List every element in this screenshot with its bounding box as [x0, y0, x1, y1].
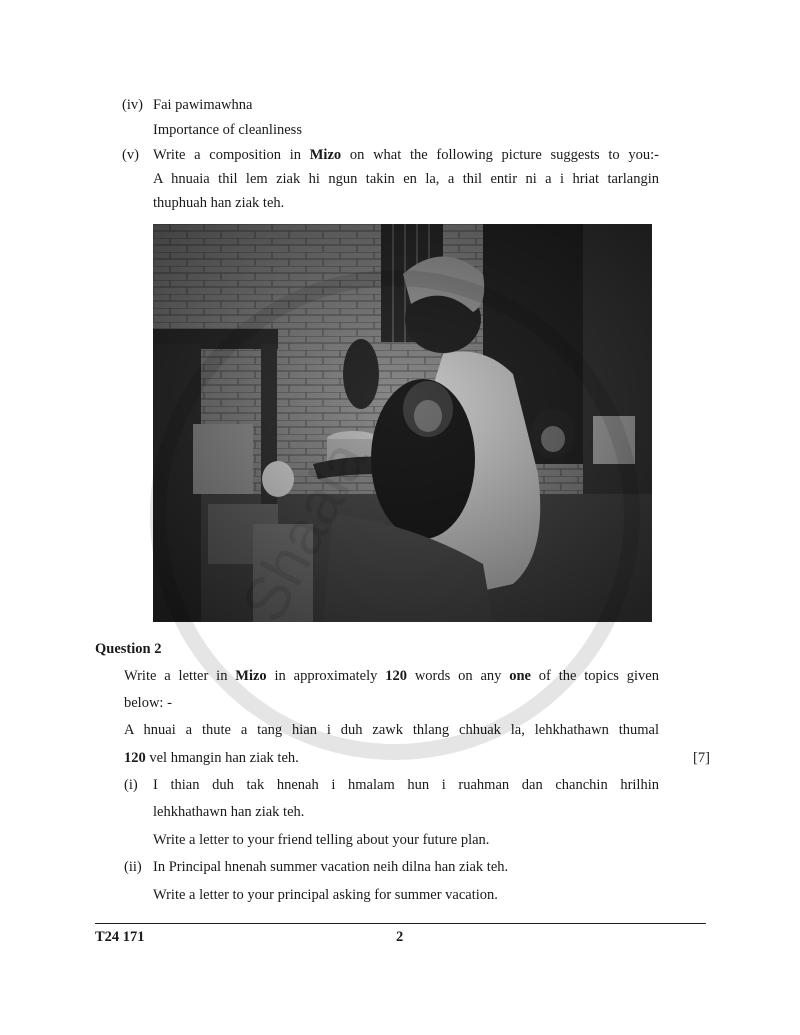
q2-mizo-line2-post: vel hmangin han ziak teh. — [145, 750, 299, 766]
q2-prompt-pre: Write a letter in — [124, 668, 236, 684]
item-v-prompt — [153, 146, 659, 165]
item-iv-number: (iv) — [122, 97, 143, 113]
item-v-prompt-post: on what the following picture suggests to you:- — [341, 147, 659, 163]
option-i-mizo-line2: lehkhathawn han ziak teh. — [153, 804, 305, 820]
item-v-prompt-mizo: Mizo — [309, 147, 342, 163]
item-v-number: (v) — [122, 147, 139, 163]
question-2-marks: [7] — [693, 750, 710, 766]
composition-photograph — [153, 224, 652, 622]
item-v-mizo-line1: A hnuaia thil lem ziak hi ngun takin en la, a thil entir ni a i hriat tarlangin — [153, 171, 659, 187]
footer-page-number: 2 — [396, 929, 404, 945]
q2-prompt-one: one — [509, 668, 531, 684]
item-iv-english: Importance of cleanliness — [153, 122, 302, 138]
item-v-prompt-pre: Write a composition in — [153, 147, 310, 163]
option-i-number: (i) — [124, 777, 138, 793]
question-2-prompt-line1 — [124, 667, 659, 686]
question-2-mizo-line1: A hnuai a thute a tang hian i duh zawk thlang chhuak la, lehkhathawn thumal — [124, 722, 659, 738]
item-iv-title: Fai pawimawhna — [153, 97, 253, 113]
question-2-heading: Question 2 — [95, 641, 162, 657]
q2-prompt-mid: in approximately — [266, 668, 386, 684]
question-2-prompt-line2: below: - — [124, 695, 172, 711]
option-ii-mizo: In Principal hnenah summer vacation neih dilna han ziak teh. — [153, 859, 509, 875]
q2-prompt-post: of the topics given — [530, 668, 659, 684]
option-ii-english: Write a letter to your principal asking for summer vacation. — [153, 887, 498, 903]
q2-prompt-word-count: 120 — [385, 668, 407, 684]
q2-prompt-mizo: Mizo — [235, 668, 267, 684]
option-i-mizo-line1: I thian duh tak hnenah i hmalam hun i ruahman dan chanchin hrilhin — [153, 777, 659, 793]
footer-paper-code: T24 171 — [95, 929, 145, 945]
option-ii-number: (ii) — [124, 859, 142, 875]
q2-mizo-word-count: 120 — [124, 750, 146, 766]
item-v-mizo-line2: thuphuah han ziak teh. — [153, 195, 285, 211]
question-2-mizo-line2 — [124, 749, 299, 768]
q2-prompt-mid2: words on any — [406, 668, 510, 684]
option-i-english: Write a letter to your friend telling about your future plan. — [153, 832, 490, 848]
footer-rule — [95, 923, 706, 924]
